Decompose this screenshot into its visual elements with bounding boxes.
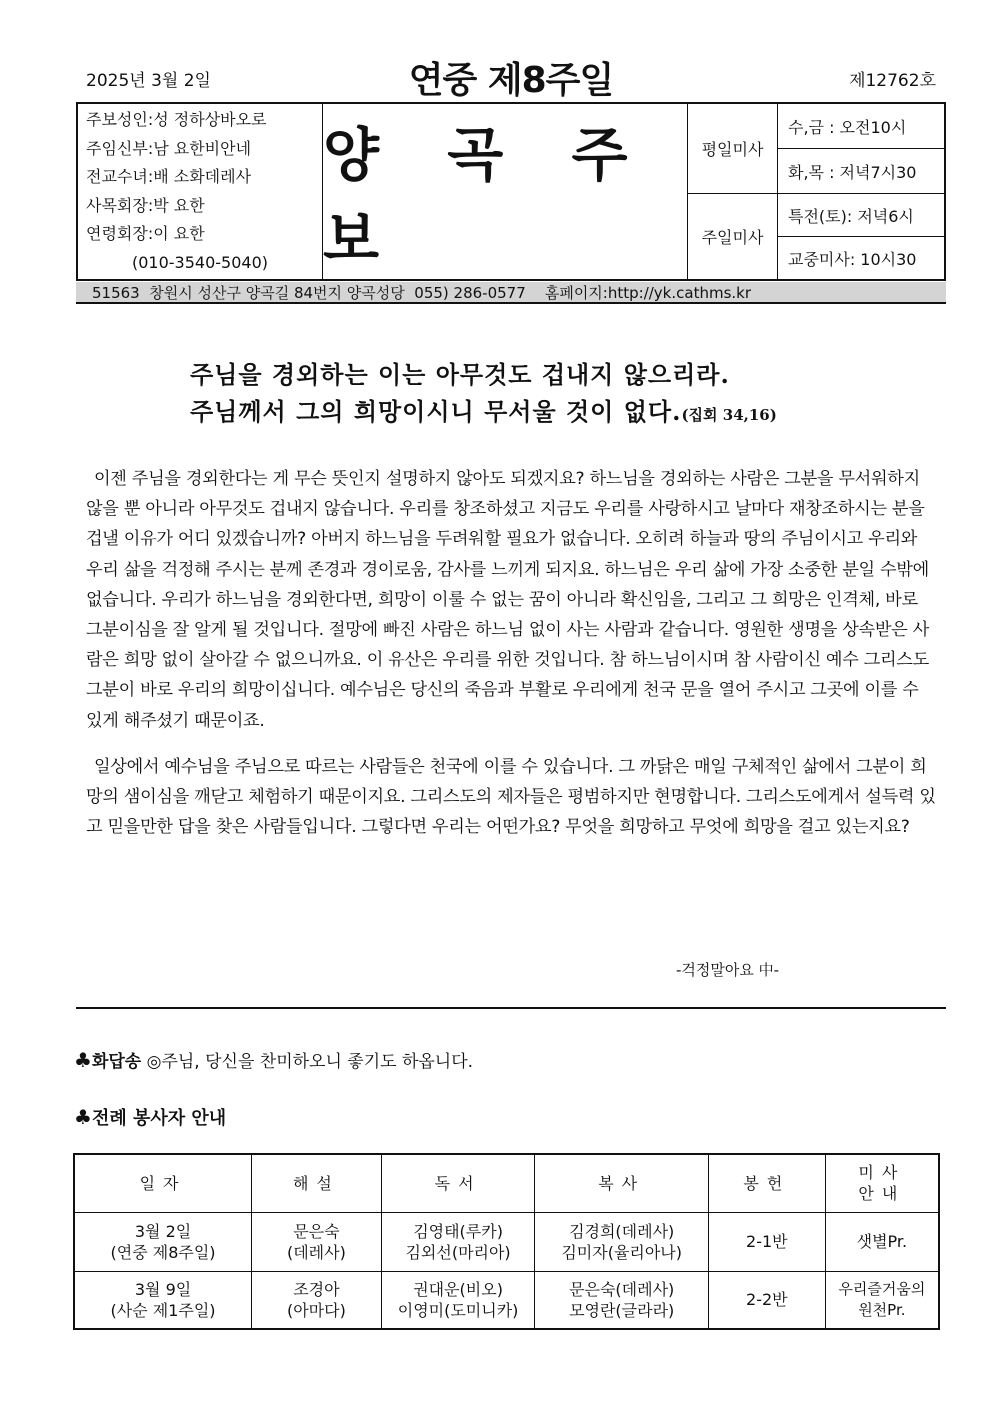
cell-line: 문은숙 (293, 1221, 340, 1241)
paragraph: 이젠 주님을 경외한다는 게 무슨 뜻인지 설명하지 않아도 되겠지요? 하느님을 경외하는 사람은 그분을 무서워하지 않을 뿐 아니라 아무것도 겁내지 않습니다. 우리를 창조하셨고 지금도 우리를 사랑하시고 날마다 재창조하시는 분을 겁낼 이유가 어디 있겠습니까? 아버지 하느님을 두려워할 필요가 없습니다. 오히려 하늘과 땅의 주님이시고 우리와 우리 삶을 걱정해 주시는 분께 존경과 경이로움, 감사를 느끼게 되지요. 하느님은 우리 삶에 가장 소중한 분일 수밖에 없습니다. 우리가 하느님을 경외한다면, 희망이 이룰 수 없는 꿈이 아니라 확신임을, 그리고 그 희망은 인격체, 바로 그분이심을 잘 알게 될 것입니다. 절망에 빠진 사람은 하느님 없이 사는 사람과 같습니다. 영원한 생명을 상속받은 사람은 희망 없이 살아갈 수 없으니까요. 이 유산은 우리를 위한 것입니다. 참 하느님이시며 참 사람이신 예수 그리스도 그분이 바로 우리의 희망이십니다. 예수님은 당신의 죽음과 부활로 우리에게 천국 문을 열어 주시고 그곳에 이를 수 있게 해주셨기 때문이죠. (86, 469, 929, 731)
offering-cell: 2-2반 (708, 1271, 825, 1329)
masthead-box (76, 102, 946, 281)
mass-time: 수,금 : 오전10시 (778, 104, 944, 149)
commentator-cell (252, 1212, 382, 1271)
cell-line: 모영란(글라라) (569, 1300, 675, 1320)
roster-title: 전례 봉사자 안내 (91, 1108, 227, 1129)
column-header: 봉헌 (708, 1154, 825, 1212)
date-cell (74, 1271, 252, 1329)
table-header-row (74, 1154, 939, 1212)
cell-line: 문은숙(데레사) (569, 1279, 675, 1299)
column-header: 해설 (252, 1154, 382, 1212)
sunday-mass-label: 주일미사 (688, 194, 778, 279)
issue-number: 제12762호 (849, 71, 936, 91)
quote-reference: (집회 34,16) (681, 406, 777, 424)
cell-line: 이영미(도미니카) (397, 1300, 519, 1320)
quote-line-2 (190, 393, 930, 434)
cell-line: (데레사) (286, 1242, 346, 1262)
server-cell (535, 1271, 709, 1329)
staff-item: 전교수녀:배 소화데레사 (86, 167, 252, 186)
table-row (74, 1271, 939, 1329)
quote-line: 주님을 경외하는 이는 아무것도 겁내지 않으리라. (190, 360, 730, 389)
column-header: 미사 안내 (825, 1154, 939, 1212)
cell-line: 3월 9일 (134, 1279, 192, 1299)
commentator-cell (252, 1271, 382, 1329)
reader-cell (381, 1212, 535, 1271)
responsorial-psalm (74, 1047, 473, 1072)
psalm-text: ◎주님, 당신을 찬미하오니 좋기도 하옵니다. (146, 1052, 474, 1072)
reflection-text (86, 464, 936, 842)
column-header: 일자 (74, 1154, 252, 1212)
bulletin-date: 2025년 3월 2일 (86, 71, 211, 91)
guide-cell: 우리즐거움의 원천Pr. (825, 1271, 939, 1329)
staff-list (78, 104, 323, 279)
table-row (74, 1212, 939, 1271)
staff-item: 사목회장:박 요한 (86, 195, 205, 215)
liturgy-roster-table (73, 1153, 940, 1330)
source-citation: -걱정말아요 中- (676, 961, 780, 979)
cell-line: 김외선(마리아) (405, 1242, 511, 1262)
staff-item: 주임신부:남 요한비안네 (86, 138, 252, 158)
club-icon: ♣ (74, 1105, 92, 1129)
column-header: 복사 (535, 1154, 709, 1212)
divider (76, 1007, 946, 1009)
bulletin-logo (323, 104, 688, 279)
quote-line: 주님께서 그의 희망이시니 무서울 것이 없다. (190, 397, 682, 426)
scripture-quote (190, 356, 930, 434)
address-bar: 51563 창원시 성산구 양곡길 84번지 양곡성당 055) 286-0577 홈페이지:http://yk.cathms.kr (76, 282, 946, 304)
cell-line: (사순 제1주일) (110, 1300, 216, 1320)
staff-item: 주보성인:성 정하상바오로 (86, 110, 267, 129)
cell-line: (아마다) (286, 1300, 346, 1320)
psalm-label: 화답송 (91, 1052, 142, 1072)
reader-cell (381, 1271, 535, 1329)
cell-line: 김경희(데레사) (569, 1221, 675, 1241)
mass-time: 화,목 : 저녁7시30 (778, 149, 944, 194)
cell-line: 조경아 (293, 1279, 340, 1299)
roster-heading (74, 1104, 226, 1130)
date-cell (74, 1212, 252, 1271)
club-icon: ♣ (74, 1048, 92, 1072)
mass-time: 교중미사: 10시30 (788, 249, 917, 269)
bulletin-name: 양 곡 주 보 (323, 120, 652, 273)
paragraph: 일상에서 예수님을 주님으로 따르는 사람들은 천국에 이를 수 있습니다. 그 까닭은 매일 구체적인 삶에서 그분이 희망의 샘이심을 깨닫고 체험하기 때문이지요. 그리스도의 제자들은 평범하지만 현명합니다. 그리스도에게서 설득력 있고 믿을만한 답을 찾은 사람들입니다. 그렇다면 우리는 어떤가요? 무엇을 희망하고 무엇에 희망을 걸고 있는지요? (86, 756, 936, 838)
bulletin-top-row (76, 52, 946, 102)
cell-line: 김미자(율리아나) (561, 1242, 683, 1262)
page-title: 연중 제8주일 (408, 60, 614, 101)
cell-line: 권대운(비오) (413, 1279, 503, 1299)
server-cell (535, 1212, 709, 1271)
guide-cell: 샛별Pr. (825, 1212, 939, 1271)
staff-phone: (010-3540-5040) (132, 252, 269, 272)
offering-cell: 2-1반 (708, 1212, 825, 1271)
cell-line: 3월 2일 (134, 1221, 192, 1241)
cell-line: (연중 제8주일) (110, 1242, 216, 1262)
weekday-mass-label: 평일미사 (688, 104, 778, 194)
staff-item: 연령회장:이 요한 (86, 224, 205, 243)
mass-time: 특전(토): 저녁6시 (778, 194, 944, 237)
cell-line: 김영태(루카) (413, 1221, 503, 1241)
column-header: 독서 (381, 1154, 535, 1212)
